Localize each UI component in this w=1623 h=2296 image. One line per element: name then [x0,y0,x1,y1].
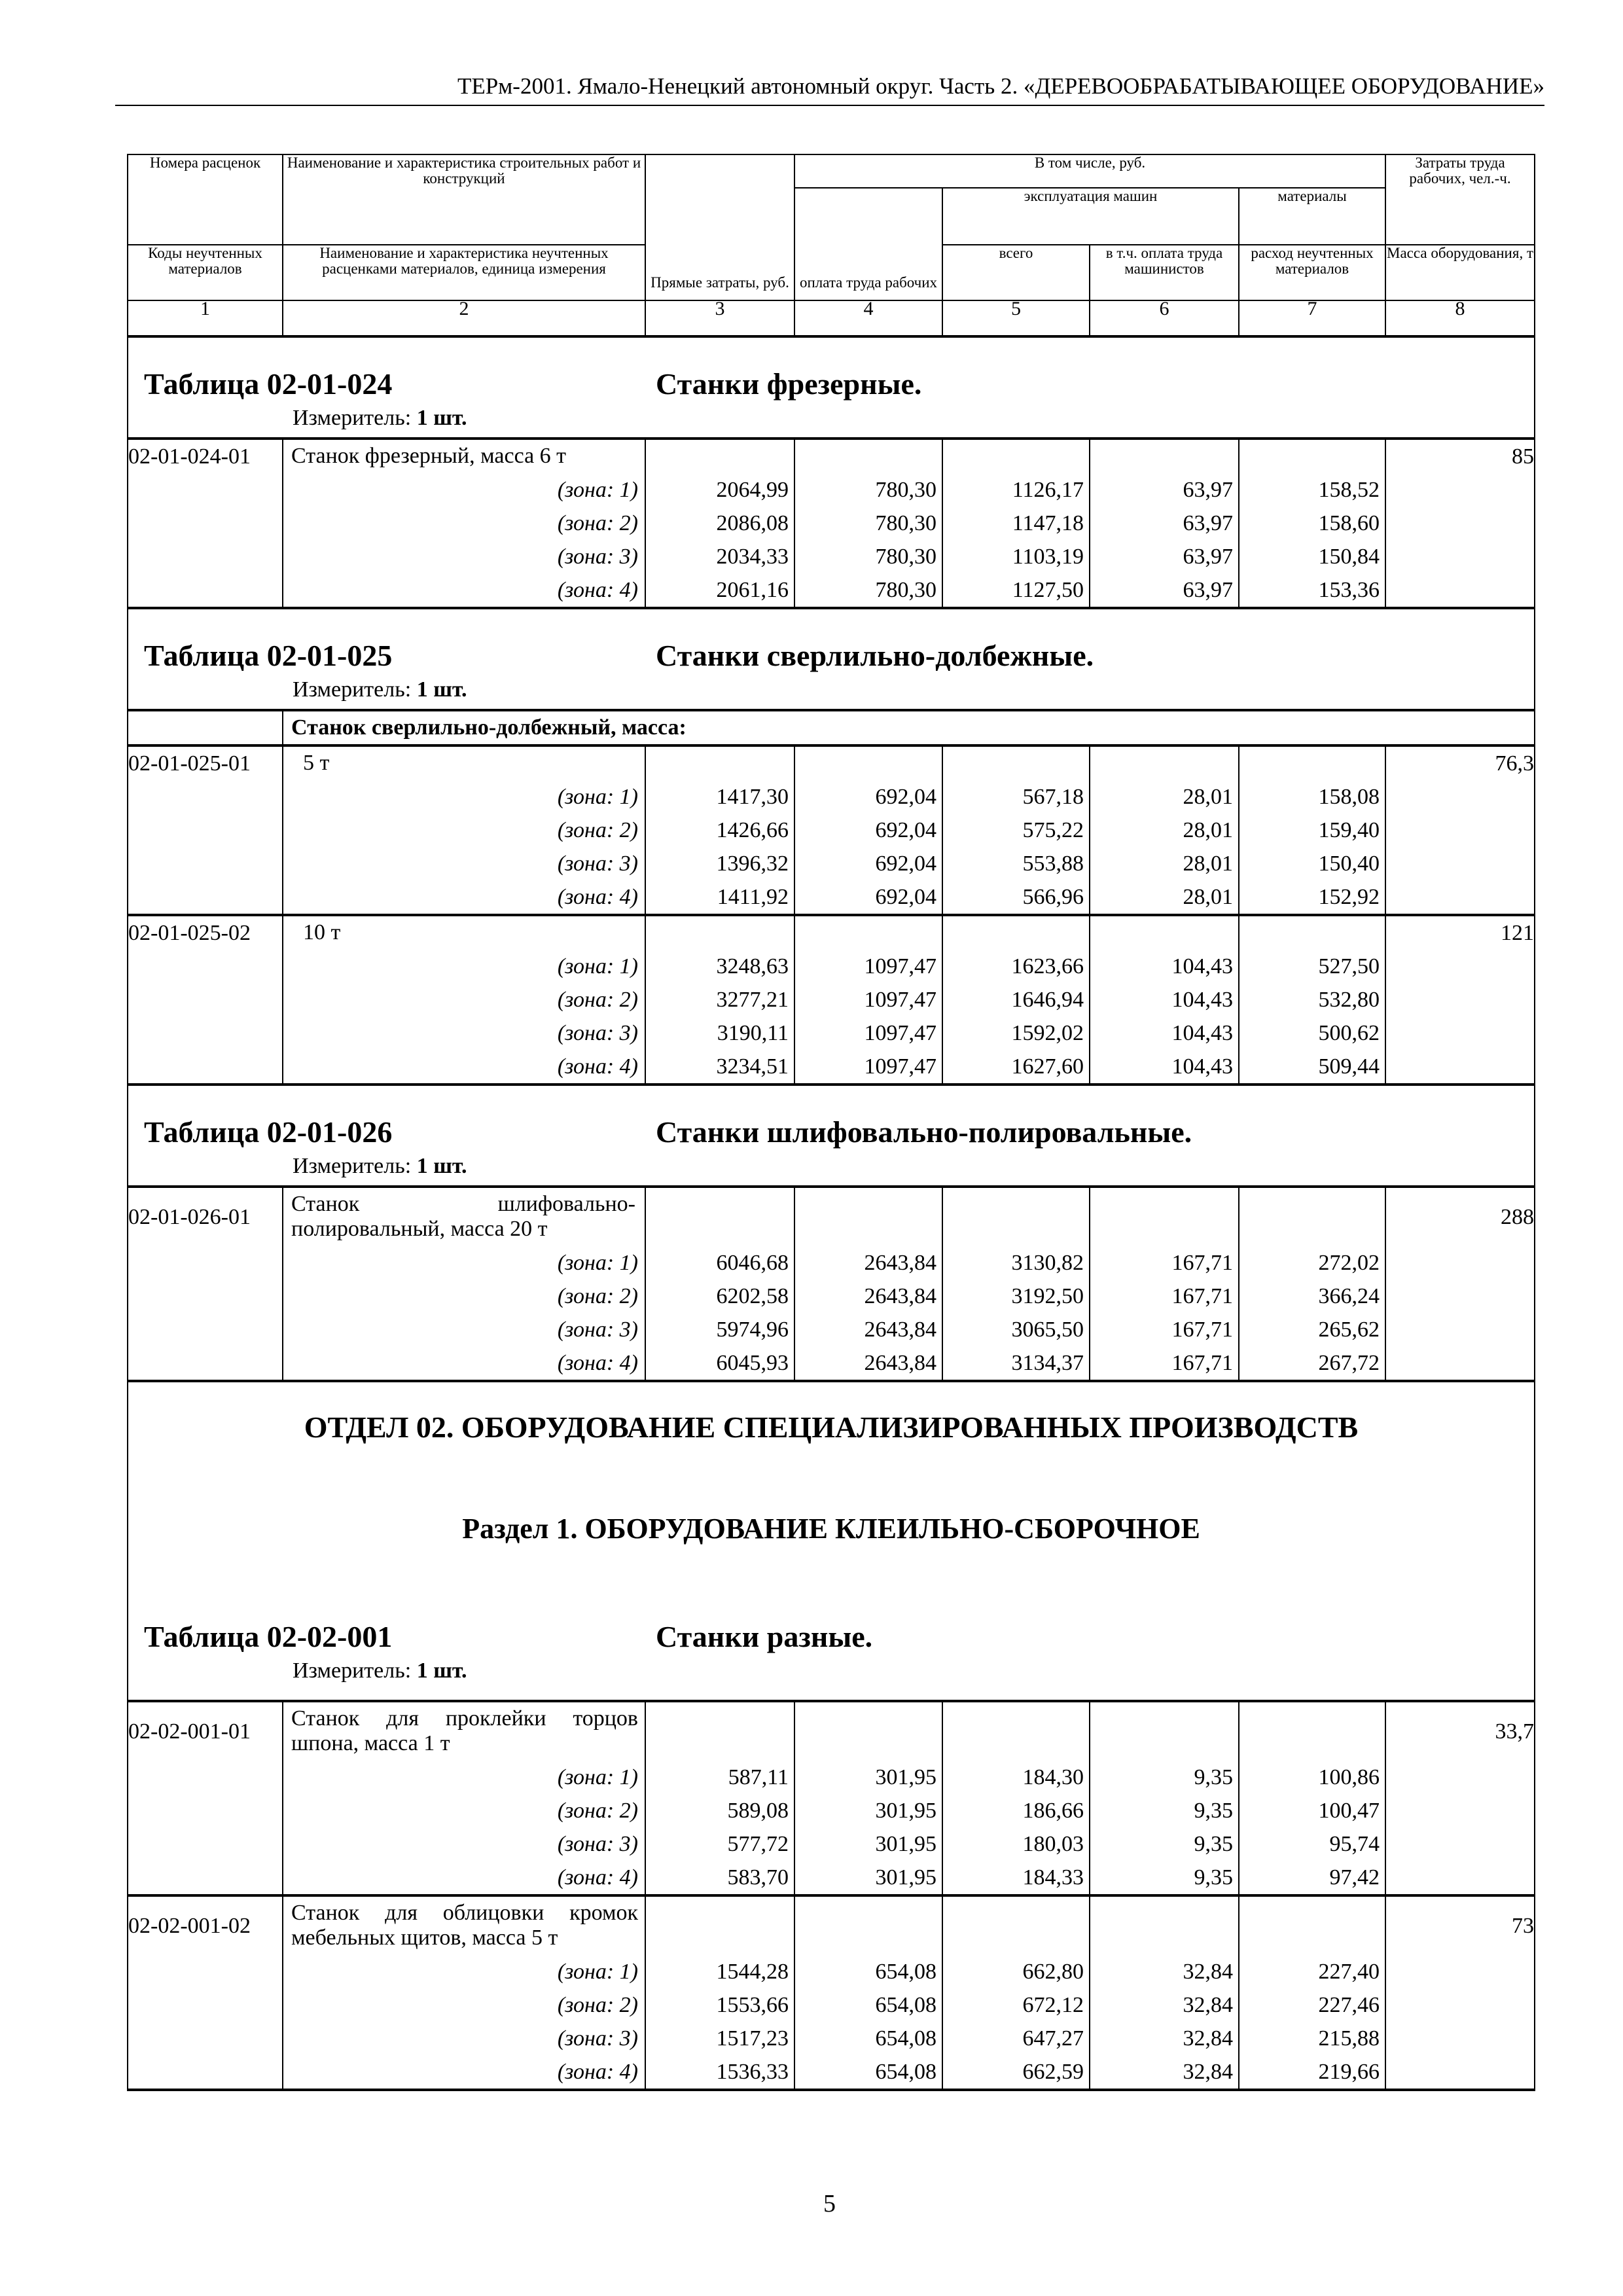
value-cell: 692,04 [875,852,936,876]
value-column-4 [794,1701,942,1895]
value-cell: 654,08 [875,1960,936,1984]
header-equipment-mass: Масса оборудования, т [1385,245,1535,300]
value-cell: 3130,82 [1011,1251,1084,1275]
value-cell: 272,02 [1318,1251,1380,1275]
value-cell: 158,08 [1318,785,1380,809]
value-cell: 9,35 [1194,1765,1233,1789]
equipment-mass: 76,3 [1385,745,1535,915]
measurer-value: 1 шт. [416,1659,467,1683]
value-cell: 32,84 [1183,2026,1233,2051]
subheader-text: Станок сверлильно-долбежный, масса: [283,710,1535,745]
value-column-3 [645,1701,794,1895]
value-cell: 509,44 [1318,1054,1380,1079]
zone-label: (зона: 2) [557,818,638,842]
zone-label: (зона: 4) [557,2060,638,2084]
value-cell: 9,35 [1194,1832,1233,1856]
value-cell: 780,30 [875,478,936,502]
spacer [1240,916,1385,950]
table-title-cell [128,336,1535,439]
value-cell: 32,84 [1183,2060,1233,2084]
spacer [1090,1702,1238,1761]
header-direct-costs: Прямые затраты, руб. [645,154,794,300]
value-cell: 587,11 [728,1765,789,1789]
measurer-value: 1 шт. [416,1154,467,1178]
rate-code: 02-01-025-01 [128,745,283,915]
value-cell: 1417,30 [716,785,789,809]
value-cell: 566,96 [1022,885,1084,909]
zone-label: (зона: 3) [557,545,638,569]
value-column-6 [1090,1701,1239,1895]
value-cell: 167,71 [1171,1318,1233,1342]
value-cell: 1646,94 [1011,988,1084,1012]
value-cell: 104,43 [1171,988,1233,1012]
price-table [127,154,1535,2091]
table-row [128,1895,1535,2090]
measurer-label: Измеритель: [293,1154,412,1178]
value-cell: 1097,47 [864,1054,936,1079]
value-column-6 [1090,1895,1239,2090]
measurer [293,1154,467,1179]
section-heading: Раздел 1. ОБОРУДОВАНИЕ КЛЕИЛЬНО-СБОРОЧНОЕ [462,1513,1200,1545]
spacer [943,1188,1089,1246]
value-cell: 301,95 [875,1865,936,1890]
table-name: Станки шлифовально-полировальные. [656,1115,1192,1149]
empty-cell [128,710,283,745]
spacer [1090,440,1238,473]
header-worker-pay: оплата труда рабочих [794,188,942,300]
column-number: 5 [942,300,1090,336]
title-box [128,338,1534,437]
title-box [128,1382,1534,1700]
value-cell: 780,30 [875,578,936,602]
value-cell: 567,18 [1022,785,1084,809]
column-number: 3 [645,300,794,336]
value-cell: 100,86 [1318,1765,1380,1789]
value-cell: 32,84 [1183,1993,1233,2017]
zone-label: (зона: 3) [557,1832,638,1856]
value-cell: 1426,66 [716,818,789,842]
rate-code: 02-01-026-01 [128,1187,283,1381]
description-cell [283,915,645,1085]
value-cell: 6202,58 [716,1284,789,1308]
value-cell: 265,62 [1318,1318,1380,1342]
value-column-3 [645,439,794,608]
equipment-mass: 33,7 [1385,1701,1535,1895]
page-number: 5 [823,2190,836,2217]
value-cell: 100,47 [1318,1799,1380,1823]
value-cell: 9,35 [1194,1799,1233,1823]
measurer [293,677,467,702]
spacer [1240,1702,1385,1761]
spacer [1090,1897,1238,1955]
value-cell: 158,60 [1318,511,1380,535]
value-cell: 5974,96 [716,1318,789,1342]
value-column-5 [942,745,1090,915]
table-number: Таблица 02-01-024 [144,367,393,401]
value-cell: 1544,28 [716,1960,789,1984]
table-row [128,1187,1535,1381]
value-cell: 227,46 [1318,1993,1380,2017]
value-column-3 [645,1895,794,2090]
value-cell: 184,30 [1022,1765,1084,1789]
value-cell: 9,35 [1194,1865,1233,1890]
measurer [293,406,467,431]
value-cell: 780,30 [875,545,936,569]
value-cell: 3192,50 [1011,1284,1084,1308]
value-cell: 583,70 [727,1865,789,1890]
rate-code: 02-01-024-01 [128,439,283,608]
table-name: Станки сверлильно-долбежные. [656,639,1094,672]
value-column-6 [1090,1187,1239,1381]
value-cell: 267,72 [1318,1351,1380,1375]
column-number: 8 [1385,300,1535,336]
zone-label: (зона: 1) [557,478,638,502]
value-column-6 [1090,439,1239,608]
zone-label: (зона: 4) [557,1054,638,1079]
value-column-7 [1239,915,1385,1085]
value-cell: 104,43 [1171,1054,1233,1079]
zone-label: (зона: 2) [557,1284,638,1308]
table-row [128,745,1535,915]
table-row [128,439,1535,608]
value-cell: 6046,68 [716,1251,789,1275]
rate-code: 02-02-001-01 [128,1701,283,1895]
zone-label: (зона: 4) [557,1865,638,1890]
value-cell: 3134,37 [1011,1351,1084,1375]
value-cell: 1127,50 [1012,578,1084,602]
equipment-mass: 73 [1385,1895,1535,2090]
zone-label: (зона: 3) [557,852,638,876]
value-column-7 [1239,1701,1385,1895]
description-cell [283,745,645,915]
value-cell: 153,36 [1318,578,1380,602]
value-cell: 152,92 [1318,885,1380,909]
value-cell: 662,59 [1022,2060,1084,2084]
column-number: 7 [1239,300,1385,336]
value-column-4 [794,745,942,915]
value-cell: 159,40 [1318,818,1380,842]
value-column-3 [645,745,794,915]
item-description: Станок фрезерный, масса 6 т [291,444,567,468]
value-cell: 167,71 [1171,1251,1233,1275]
running-header: ТЕРм-2001. Ямало-Ненецкий автономный округ. Часть 2. «ДЕРЕВООБРАБАТЫВАЮЩЕЕ ОБОРУДОВАНИЕ» [115,68,1544,106]
value-cell: 575,22 [1022,818,1084,842]
zone-label: (зона: 3) [557,1318,638,1342]
description-cell [283,1895,645,2090]
table-number: Таблица 02-01-026 [144,1115,393,1149]
spacer [646,916,794,950]
spacer [795,1897,942,1955]
value-column-7 [1239,745,1385,915]
value-cell: 180,03 [1022,1832,1084,1856]
value-cell: 150,84 [1318,545,1380,569]
value-cell: 2643,84 [864,1284,936,1308]
value-cell: 780,30 [875,511,936,535]
value-cell: 28,01 [1183,885,1233,909]
value-column-3 [645,1187,794,1381]
spacer [795,1702,942,1761]
value-cell: 167,71 [1171,1351,1233,1375]
item-description: 10 т [303,920,341,944]
zone-label: (зона: 1) [557,1765,638,1789]
zone-label: (зона: 4) [557,885,638,909]
spacer [1090,916,1238,950]
value-cell: 2064,99 [716,478,789,502]
spacer [1090,1188,1238,1246]
header-unaccounted-materials: расход неучтенных материалов [1239,245,1385,300]
table-title-block [128,608,1535,710]
value-cell: 589,08 [727,1799,789,1823]
value-cell: 3065,50 [1011,1318,1084,1342]
equipment-mass: 288 [1385,1187,1535,1381]
zone-label: (зона: 4) [557,1351,638,1375]
title-box [128,1086,1534,1185]
value-cell: 662,80 [1022,1960,1084,1984]
value-cell: 301,95 [875,1799,936,1823]
value-cell: 28,01 [1183,852,1233,876]
value-cell: 227,40 [1318,1960,1380,1984]
value-column-4 [794,1187,942,1381]
value-cell: 1553,66 [716,1993,789,2017]
column-number: 6 [1090,300,1239,336]
value-column-5 [942,1701,1090,1895]
item-description: Станок шлифовально-полировальный, масса 20 т [291,1192,635,1241]
value-cell: 104,43 [1171,1021,1233,1045]
value-cell: 1536,33 [716,2060,789,2084]
header-including: В том числе, руб. [794,154,1385,188]
value-cell: 2061,16 [716,578,789,602]
value-cell: 63,97 [1183,478,1233,502]
value-column-7 [1239,1187,1385,1381]
spacer [646,1897,794,1955]
spacer [646,1702,794,1761]
measurer-label: Измеритель: [293,1659,412,1683]
value-column-5 [942,915,1090,1085]
measurer [293,1659,467,1683]
description-cell [283,1187,645,1381]
zone-label: (зона: 2) [557,1993,638,2017]
value-cell: 500,62 [1318,1021,1380,1045]
value-column-5 [942,1895,1090,2090]
table-row [128,915,1535,1085]
value-cell: 6045,93 [716,1351,789,1375]
value-cell: 532,80 [1318,988,1380,1012]
zone-label: (зона: 4) [557,578,638,602]
value-cell: 1517,23 [716,2026,789,2051]
table-title-block [128,1381,1535,1701]
value-cell: 2643,84 [864,1318,936,1342]
measurer-label: Измеритель: [293,406,412,430]
table-title-cell [128,608,1535,710]
table-number: Таблица 02-01-025 [144,639,393,672]
value-cell: 158,52 [1318,478,1380,502]
measurer-label: Измеритель: [293,677,412,702]
value-cell: 366,24 [1318,1284,1380,1308]
value-cell: 63,97 [1183,511,1233,535]
value-cell: 32,84 [1183,1960,1233,1984]
spacer [943,440,1089,473]
column-number: 2 [283,300,645,336]
zone-label: (зона: 2) [557,988,638,1012]
description-cell [283,1701,645,1895]
department-heading: ОТДЕЛ 02. ОБОРУДОВАНИЕ СПЕЦИАЛИЗИРОВАННЫХ ПРОИЗВОДСТВ [304,1410,1359,1444]
value-column-4 [794,439,942,608]
value-cell: 184,33 [1022,1865,1084,1890]
spacer [795,440,942,473]
value-cell: 95,74 [1329,1832,1380,1856]
header-work-name: Наименование и характеристика строительных работ и конструкций [283,154,645,245]
value-column-7 [1239,439,1385,608]
value-column-7 [1239,1895,1385,2090]
value-cell: 1592,02 [1011,1021,1084,1045]
table-row [128,1701,1535,1895]
value-column-5 [942,439,1090,608]
header-machine-operation: эксплуатация машин [942,188,1239,245]
value-cell: 104,43 [1171,954,1233,978]
value-cell: 63,97 [1183,545,1233,569]
header-materials: материалы [1239,188,1385,245]
table-title-cell [128,1381,1535,1701]
zone-label: (зона: 3) [557,1021,638,1045]
column-number: 4 [794,300,942,336]
value-cell: 1097,47 [864,1021,936,1045]
spacer [943,1702,1089,1761]
zone-label: (зона: 1) [557,785,638,809]
table-name: Станки разные. [656,1620,873,1653]
value-cell: 1097,47 [864,988,936,1012]
spacer [943,1897,1089,1955]
zone-label: (зона: 1) [557,954,638,978]
measurer-value: 1 шт. [416,406,467,430]
equipment-mass: 121 [1385,915,1535,1085]
value-cell: 1411,92 [717,885,789,909]
value-cell: 301,95 [875,1765,936,1789]
header-labor-costs: Затраты труда рабочих, чел.-ч. [1385,154,1535,245]
value-cell: 692,04 [875,785,936,809]
value-cell: 3248,63 [716,954,789,978]
table-name: Станки фрезерные. [656,367,922,401]
value-cell: 186,66 [1022,1799,1084,1823]
header-rate-numbers: Номера расценок [128,154,283,245]
description-cell [283,439,645,608]
header-machines-total: всего [942,245,1090,300]
value-column-6 [1090,745,1239,915]
value-cell: 692,04 [875,885,936,909]
value-column-6 [1090,915,1239,1085]
spacer [646,440,794,473]
value-cell: 219,66 [1318,2060,1380,2084]
spacer [1240,747,1385,780]
spacer [795,747,942,780]
zone-label: (зона: 1) [557,1251,638,1275]
spacer [1240,440,1385,473]
value-cell: 3234,51 [716,1054,789,1079]
value-cell: 2643,84 [864,1351,936,1375]
rate-code: 02-01-025-02 [128,915,283,1085]
measurer-value: 1 шт. [416,677,467,702]
value-cell: 167,71 [1171,1284,1233,1308]
value-column-3 [645,915,794,1085]
value-cell: 647,27 [1022,2026,1084,2051]
spacer [1240,1897,1385,1955]
value-cell: 28,01 [1183,818,1233,842]
table-title-cell [128,1085,1535,1187]
value-cell: 577,72 [727,1832,789,1856]
value-cell: 3190,11 [717,1021,789,1045]
item-description: 5 т [303,751,330,775]
value-cell: 1103,19 [1012,545,1084,569]
header-material-codes: Коды неучтенных материалов [128,245,283,300]
value-cell: 97,42 [1329,1865,1380,1890]
spacer [1090,747,1238,780]
value-cell: 654,08 [875,2026,936,2051]
zone-label: (зона: 3) [557,2026,638,2051]
value-cell: 1097,47 [864,954,936,978]
value-cell: 672,12 [1022,1993,1084,2017]
table-title-block [128,1085,1535,1187]
spacer [943,747,1089,780]
header-operator-pay: в т.ч. оплата труда машинистов [1090,245,1239,300]
value-column-4 [794,1895,942,2090]
value-column-5 [942,1187,1090,1381]
item-description: Станок для проклейки торцов шпона, масса 1 т [291,1706,638,1755]
value-cell: 553,88 [1022,852,1084,876]
value-cell: 2034,33 [716,545,789,569]
spacer [795,1188,942,1246]
table-number: Таблица 02-02-001 [144,1620,393,1653]
value-cell: 1627,60 [1011,1054,1084,1079]
subheader-row [128,710,1535,745]
spacer [646,747,794,780]
value-cell: 1147,18 [1012,511,1084,535]
value-cell: 215,88 [1318,2026,1380,2051]
value-column-4 [794,915,942,1085]
value-cell: 1623,66 [1011,954,1084,978]
value-cell: 150,40 [1318,852,1380,876]
column-number: 1 [128,300,283,336]
rate-code: 02-02-001-02 [128,1895,283,2090]
item-description: Станок для облицовки кромок мебельных щитов, масса 5 т [291,1901,638,1950]
value-cell: 63,97 [1183,578,1233,602]
value-cell: 28,01 [1183,785,1233,809]
spacer [795,916,942,950]
spacer [943,916,1089,950]
value-cell: 2643,84 [864,1251,936,1275]
value-cell: 654,08 [875,1993,936,2017]
value-cell: 654,08 [875,2060,936,2084]
zone-label: (зона: 1) [557,1960,638,1984]
value-cell: 1396,32 [716,852,789,876]
value-cell: 301,95 [875,1832,936,1856]
table-title-block [128,336,1535,439]
spacer [646,1188,794,1246]
title-box [128,609,1534,709]
header-material-name: Наименование и характеристика неучтенных расценками материалов, единица измерения [283,245,645,300]
zone-label: (зона: 2) [557,1799,638,1823]
value-cell: 692,04 [875,818,936,842]
value-cell: 2086,08 [716,511,789,535]
value-cell: 3277,21 [716,988,789,1012]
equipment-mass: 85 [1385,439,1535,608]
value-cell: 1126,17 [1012,478,1084,502]
value-cell: 527,50 [1318,954,1380,978]
zone-label: (зона: 2) [557,511,638,535]
spacer [1240,1188,1385,1246]
